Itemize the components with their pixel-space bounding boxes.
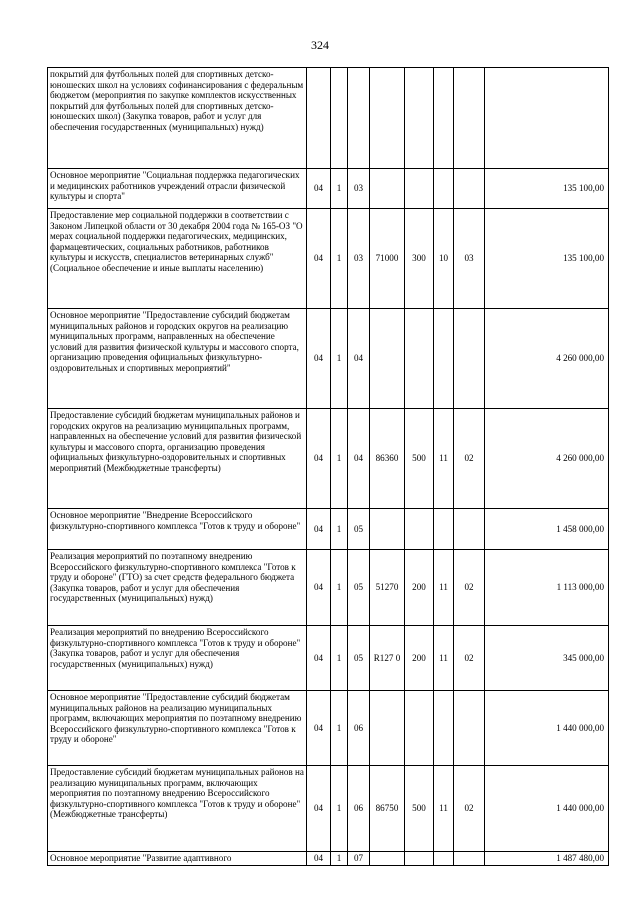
cell-c2: 1 <box>331 852 348 866</box>
cell-c3: 05 <box>348 626 370 691</box>
table-row <box>48 169 609 209</box>
cell-sum: 345 000,00 <box>485 626 609 691</box>
cell-c1: 04 <box>307 169 331 209</box>
cell-c6: 11 <box>434 766 454 852</box>
table-row <box>48 766 609 852</box>
cell-c6 <box>434 509 454 550</box>
cell-sum: 135 100,00 <box>485 209 609 309</box>
cell-c2: 1 <box>331 550 348 626</box>
cell-c5 <box>405 691 434 766</box>
cell-c4 <box>370 309 405 409</box>
cell-c7: 02 <box>454 409 485 509</box>
cell-c3: 06 <box>348 766 370 852</box>
cell-c4: 51270 <box>370 550 405 626</box>
cell-c2: 1 <box>331 409 348 509</box>
cell-c3: 03 <box>348 209 370 309</box>
cell-c2 <box>331 68 348 169</box>
cell-c5: 200 <box>405 550 434 626</box>
cell-c5 <box>405 309 434 409</box>
cell-c1: 04 <box>307 550 331 626</box>
cell-c4 <box>370 691 405 766</box>
table-row <box>48 409 609 509</box>
cell-name: Основное мероприятие "Предоставление субсидий бюджетам муниципальных районов на реализацию муниципальных программ, включающих мероприятия по поэтапному внедрению Всероссийского физкультурно-спортивного комплекса "Готов к труду и обороне" <box>48 691 307 766</box>
cell-name: Предоставление субсидий бюджетам муниципальных районов и городских округов на реализацию муниципальных программ, направленных на обеспечение условий для развития физической культуры и массового спорта, организацию проведения официальных физкультурно-оздоровительных и спортивных мероприятий (Межбюджетные трансферты) <box>48 409 307 509</box>
cell-c2: 1 <box>331 169 348 209</box>
table-body <box>48 68 609 866</box>
cell-c3: 04 <box>348 309 370 409</box>
table-row <box>48 626 609 691</box>
table-row <box>48 509 609 550</box>
cell-c2: 1 <box>331 309 348 409</box>
cell-c2: 1 <box>331 766 348 852</box>
cell-c1: 04 <box>307 509 331 550</box>
cell-c1: 04 <box>307 852 331 866</box>
cell-c7 <box>454 691 485 766</box>
cell-c4: 86750 <box>370 766 405 852</box>
cell-c7: 02 <box>454 766 485 852</box>
cell-c1: 04 <box>307 209 331 309</box>
cell-c5: 500 <box>405 766 434 852</box>
table-row <box>48 691 609 766</box>
cell-c7 <box>454 509 485 550</box>
cell-c6 <box>434 68 454 169</box>
cell-sum <box>485 68 609 169</box>
cell-c3: 06 <box>348 691 370 766</box>
cell-c2: 1 <box>331 691 348 766</box>
cell-c7 <box>454 68 485 169</box>
cell-c7 <box>454 309 485 409</box>
page-number: 324 <box>311 38 329 52</box>
cell-name: Реализация мероприятий по поэтапному внедрению Всероссийского физкультурно-спортивного комплекса "Готов к труду и обороне" (ГТО) за счет средств федерального бюджета (Закупка товаров, работ и услуг для обеспечения государственных (муниципальных) нужд) <box>48 550 307 626</box>
cell-c3: 05 <box>348 509 370 550</box>
cell-c1: 04 <box>307 691 331 766</box>
cell-sum: 135 100,00 <box>485 169 609 209</box>
cell-c1 <box>307 68 331 169</box>
cell-c5 <box>405 169 434 209</box>
cell-name: Основное мероприятие "Предоставление субсидий бюджетам муниципальных районов и городских округов на реализацию муниципальных программ, направленных на обеспечение условий для развития физической культуры и массового спорта, организацию проведения официальных физкультурно-оздоровительных и спортивных мероприятий" <box>48 309 307 409</box>
cell-c5: 300 <box>405 209 434 309</box>
cell-name: Основное мероприятие "Внедрение Всероссийского физкультурно-спортивного комплекса "Готов к труду и обороне" <box>48 509 307 550</box>
table-row <box>48 209 609 309</box>
cell-c5: 500 <box>405 409 434 509</box>
cell-sum: 1 440 000,00 <box>485 691 609 766</box>
cell-c4 <box>370 68 405 169</box>
cell-sum: 1 440 000,00 <box>485 766 609 852</box>
cell-sum: 1 113 000,00 <box>485 550 609 626</box>
cell-sum: 1 487 480,00 <box>485 852 609 866</box>
cell-c1: 04 <box>307 309 331 409</box>
cell-c2: 1 <box>331 626 348 691</box>
cell-c6: 10 <box>434 209 454 309</box>
cell-name: Предоставление мер социальной поддержки в соответствии с Законом Липецкой области от 30 декабря 2004 года № 165-ОЗ "О мерах социальной поддержки педагогических, медицинских, фармацевтических, социальных работников, работников культуры и искусств, специалистов ветеринарных служб" (Социальное обеспечение и иные выплаты населению) <box>48 209 307 309</box>
cell-sum: 4 260 000,00 <box>485 409 609 509</box>
cell-c7: 03 <box>454 209 485 309</box>
cell-name: Предоставление субсидий бюджетам муниципальных районов на реализацию муниципальных программ, включающих мероприятия по поэтапному внедрению Всероссийского физкультурно-спортивного комплекса "Готов к труду и обороне" (Межбюджетные трансферты) <box>48 766 307 852</box>
cell-c1: 04 <box>307 626 331 691</box>
cell-c5 <box>405 852 434 866</box>
cell-c5 <box>405 68 434 169</box>
cell-c1: 04 <box>307 766 331 852</box>
cell-c2: 1 <box>331 209 348 309</box>
cell-c4: 86360 <box>370 409 405 509</box>
cell-c5: 200 <box>405 626 434 691</box>
table-row <box>48 68 609 169</box>
cell-c4 <box>370 169 405 209</box>
cell-c6 <box>434 169 454 209</box>
cell-c7 <box>454 169 485 209</box>
table-row <box>48 550 609 626</box>
cell-sum: 1 458 000,00 <box>485 509 609 550</box>
cell-c7: 02 <box>454 550 485 626</box>
cell-c7: 02 <box>454 626 485 691</box>
cell-c3: 05 <box>348 550 370 626</box>
cell-c6 <box>434 691 454 766</box>
cell-name: Реализация мероприятий по внедрению Всероссийского физкультурно-спортивного комплекса "Готов к труду и обороне" (Закупка товаров, работ и услуг для обеспечения государственных (муниципальных) нужд) <box>48 626 307 691</box>
cell-c5 <box>405 509 434 550</box>
cell-c6: 11 <box>434 409 454 509</box>
cell-c6 <box>434 852 454 866</box>
cell-c4: 71000 <box>370 209 405 309</box>
table-row <box>48 852 609 866</box>
cell-sum: 4 260 000,00 <box>485 309 609 409</box>
cell-c3 <box>348 68 370 169</box>
cell-c2: 1 <box>331 509 348 550</box>
cell-c4 <box>370 852 405 866</box>
cell-c6 <box>434 309 454 409</box>
table-row <box>48 309 609 409</box>
cell-name: покрытий для футбольных полей для спортивных детско-юношеских школ на условиях софинансирования с федеральным бюджетом (мероприятия по закупке комплектов искусственных покрытий для футбольных полей для спортивных детско-юношеских школ) (Закупка товаров, работ и услуг для обеспечения государственных (муниципальных) нужд) <box>48 68 307 169</box>
cell-name: Основное мероприятие "Развитие адаптивного <box>48 852 307 866</box>
cell-c6: 11 <box>434 626 454 691</box>
cell-c4 <box>370 509 405 550</box>
cell-name: Основное мероприятие "Социальная поддержка педагогических и медицинских работников учреждений отрасли физической культуры и спорта" <box>48 169 307 209</box>
cell-c1: 04 <box>307 409 331 509</box>
budget-table <box>47 67 609 866</box>
cell-c3: 03 <box>348 169 370 209</box>
cell-c3: 07 <box>348 852 370 866</box>
cell-c6: 11 <box>434 550 454 626</box>
cell-c7 <box>454 852 485 866</box>
cell-c4: R127 0 <box>370 626 405 691</box>
cell-c3: 04 <box>348 409 370 509</box>
